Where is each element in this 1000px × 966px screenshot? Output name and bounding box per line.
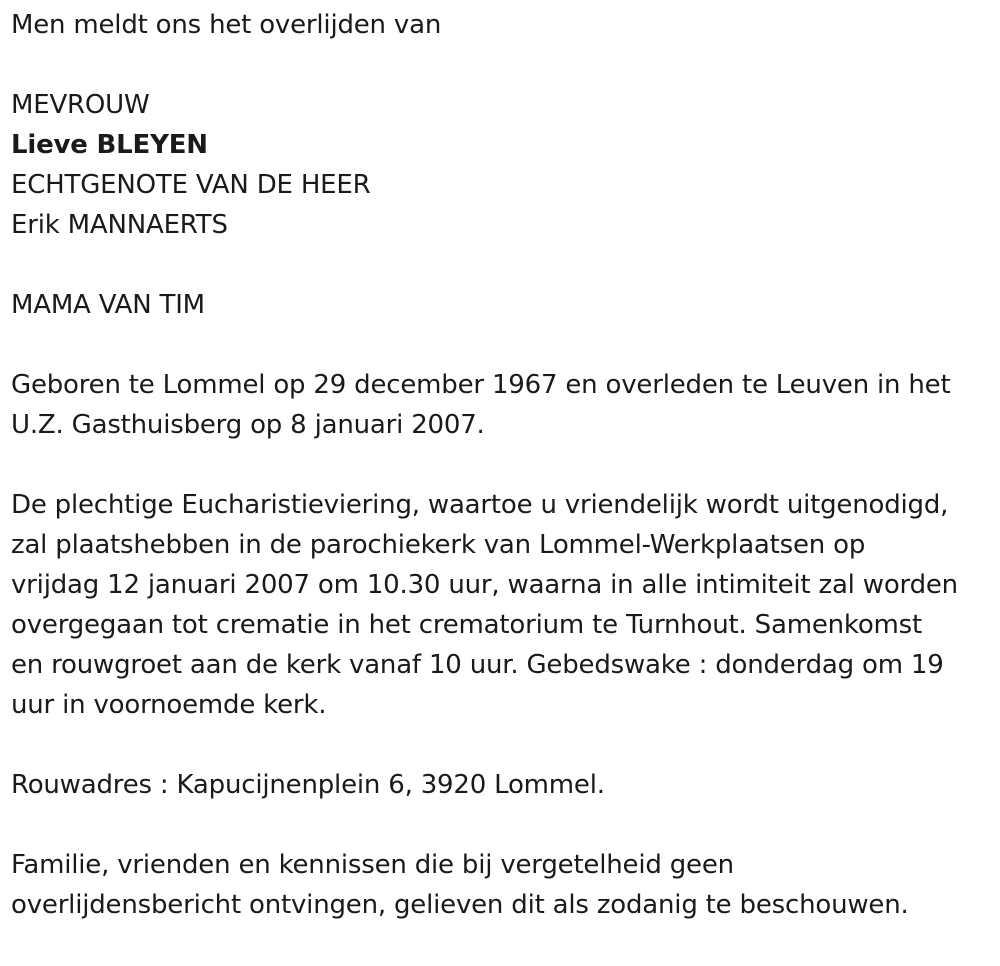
ceremony-paragraph <box>11 485 996 725</box>
spacer <box>11 245 996 285</box>
title-text: MEVROUW <box>11 90 150 120</box>
paragraph-line: zal plaatshebben in de parochiekerk van Lommel-Werkplaatsen op <box>11 530 866 560</box>
paragraph-line: en rouwgroet aan de kerk vanaf 10 uur. Gebedswake : donderdag om 19 <box>11 650 944 680</box>
paragraph-line: uur in voornoemde kerk. <box>11 690 327 720</box>
deceased-name: Lieve BLEYEN <box>11 130 208 160</box>
spouse-name: Erik MANNAERTS <box>11 210 228 240</box>
paragraph-line: overlijdensbericht ontvingen, gelieven dit als zodanig te beschouwen. <box>11 890 909 920</box>
closing-paragraph <box>11 845 996 925</box>
spacer <box>11 325 996 365</box>
paragraph-line: overgegaan tot crematie in het crematorium te Turnhout. Samenkomst <box>11 610 923 640</box>
death-notice <box>11 5 996 925</box>
paragraph-line: vrijdag 12 januari 2007 om 10.30 uur, waarna in alle intimiteit zal worden <box>11 570 958 600</box>
mother-of-text: MAMA VAN TIM <box>11 290 205 320</box>
spacer <box>11 805 996 845</box>
spacer <box>11 445 996 485</box>
intro-text: Men meldt ons het overlijden van <box>11 10 442 40</box>
paragraph-line: U.Z. Gasthuisberg op 8 januari 2007. <box>11 410 485 440</box>
spouse-intro: ECHTGENOTE VAN DE HEER <box>11 170 371 200</box>
address-text: Rouwadres : Kapucijnenplein 6, 3920 Lommel. <box>11 770 605 800</box>
spacer <box>11 45 996 85</box>
spacer <box>11 725 996 765</box>
paragraph-line: Geboren te Lommel op 29 december 1967 en overleden te Leuven in het <box>11 370 951 400</box>
paragraph-line: De plechtige Eucharistieviering, waartoe u vriendelijk wordt uitgenodigd, <box>11 490 949 520</box>
paragraph-line: Familie, vrienden en kennissen die bij vergetelheid geen <box>11 850 734 880</box>
birth-death-paragraph <box>11 365 996 445</box>
